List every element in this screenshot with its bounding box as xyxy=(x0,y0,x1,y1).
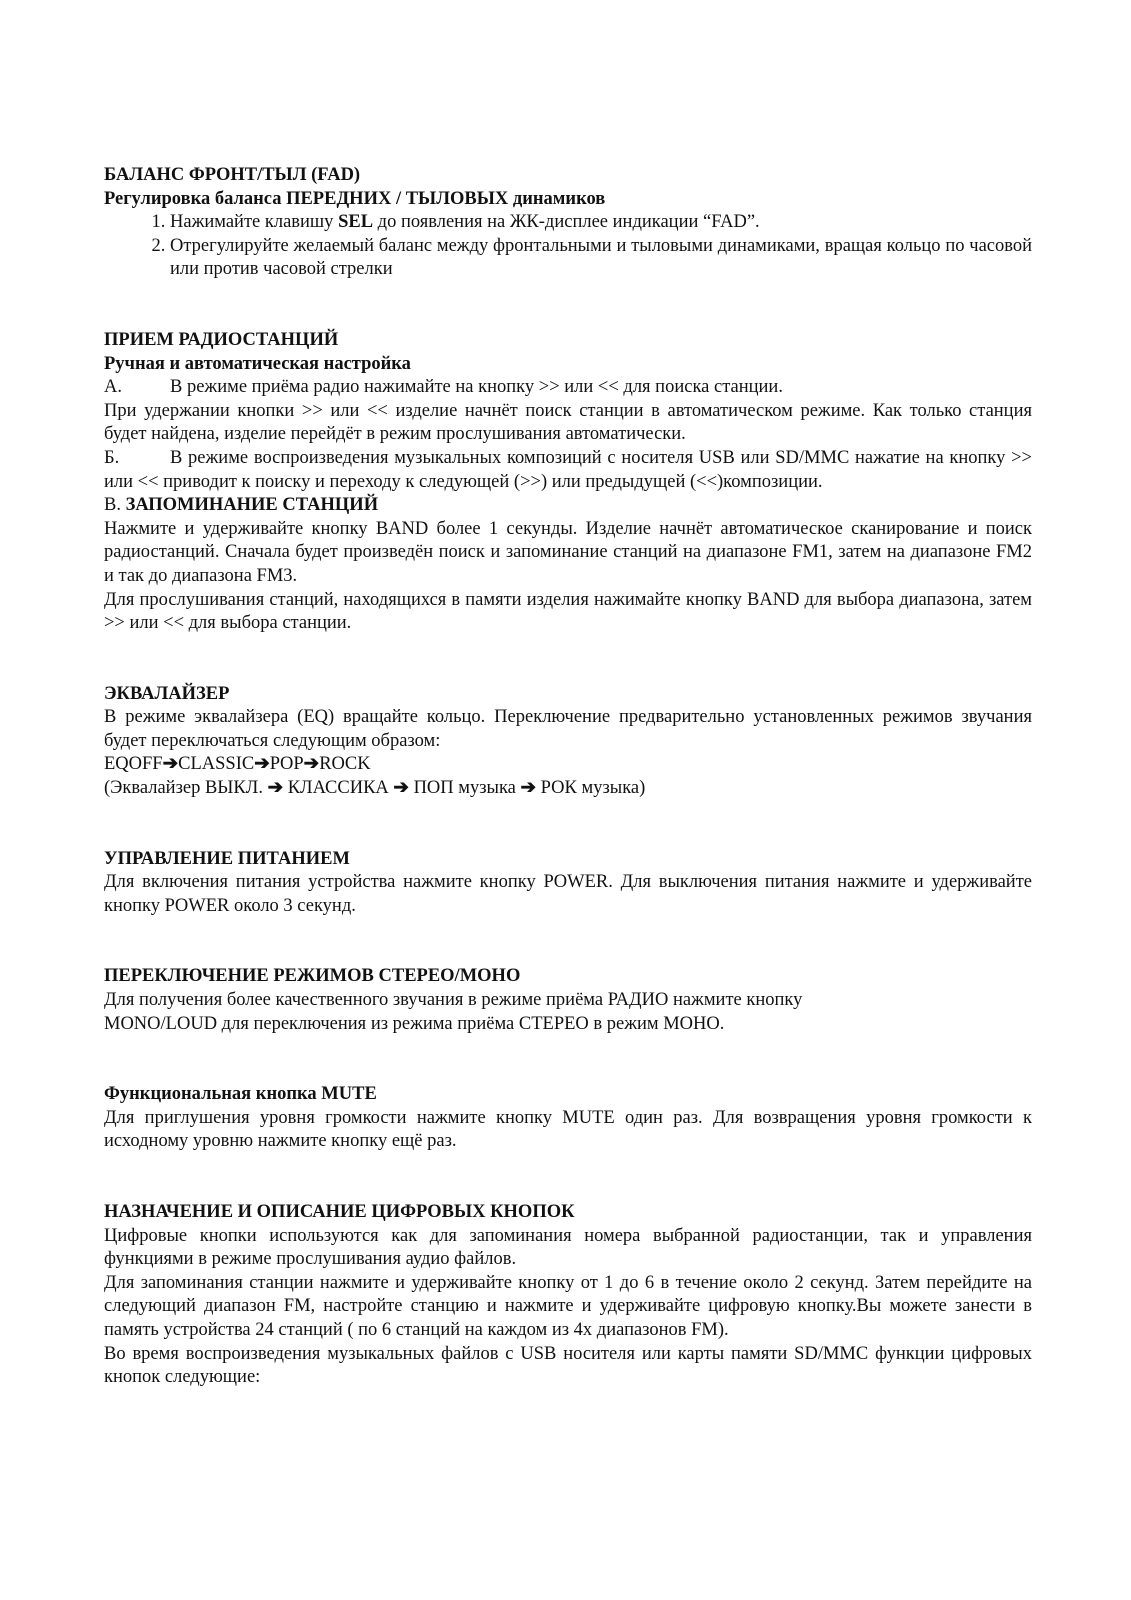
radio-item-b: Б. В режиме воспроизведения музыкальных композиций с носителя USB или SD/MMC нажатие на кнопку >> или << приводит к поиску и переходу к следующей (>>) или предыдущей (<<)композиции. xyxy=(104,447,1032,492)
eq-sequence: EQOFF➔CLASSIC➔POP➔ROCK xyxy=(104,754,371,775)
power-text: Для включения питания устройства нажмите кнопку POWER. Для выключения питания нажмите и удерживайте кнопку POWER около 3 секунд. xyxy=(104,872,1032,916)
arrow-icon: ➔ xyxy=(303,754,320,775)
radio-auto-search: При удержании кнопки >> или << изделие начнёт поиск станции в автоматическом режиме. Как только станция будет найдена, изделие перейдёт в режим прослушивания автоматически. xyxy=(104,400,1032,445)
eq-text: В режиме эквалайзера (EQ) вращайте кольцо. Переключение предварительно установленных режимов звучания будет переключаться следующим образом: xyxy=(104,707,1032,751)
fad-subheading: Регулировка баланса ПЕРЕДНИХ / ТЫЛОВЫХ динамиков xyxy=(104,188,606,209)
fad-heading: БАЛАНС ФРОНТ/ТЫЛ (FAD) xyxy=(104,165,361,185)
digits-p3: Во время воспроизведения музыкальных файлов с USB носителя или карты памяти SD/MMC функции цифровых кнопок следующие: xyxy=(104,1343,1032,1388)
memory-text-2: Для прослушивания станций, находящихся в памяти изделия нажимайте кнопку BAND для выбора диапазона, затем >> или << для выбора станции. xyxy=(104,589,1032,634)
radio-item-a: А. В режиме приёма радио нажимайте на кнопку >> или << для поиска станции. xyxy=(104,377,783,398)
digits-p1: Цифровые кнопки используются как для запоминания номера выбранной радиостанции, так и управления функциями в режиме прослушивания аудио файлов. xyxy=(104,1225,1032,1270)
digits-heading: НАЗНАЧЕНИЕ И ОПИСАНИЕ ЦИФРОВЫХ КНОПОК xyxy=(104,1202,575,1222)
sel-key: SEL xyxy=(338,212,374,233)
mute-heading: Функциональная кнопка MUTE xyxy=(104,1084,377,1105)
stereo-heading: ПЕРЕКЛЮЧЕНИЕ РЕЖИМОВ СТЕРЕО/МОНО xyxy=(104,966,521,987)
arrow-icon: ➔ xyxy=(162,754,179,775)
arrow-icon: ➔ xyxy=(254,754,270,775)
eq-heading: ЭКВАЛАЙЗЕР xyxy=(104,683,230,704)
radio-heading: ПРИЕМ РАДИОСТАНЦИЙ xyxy=(104,329,339,350)
radio-subheading: Ручная и автоматическая настройка xyxy=(104,353,411,374)
fad-step-1: 1. Нажимайте клавишу SEL до появления на ЖК-дисплее индикации “FAD”. xyxy=(170,211,1032,235)
radio-item-c: В. ЗАПОМИНАНИЕ СТАНЦИЙ xyxy=(104,495,379,516)
document-page xyxy=(104,164,1032,1390)
memory-heading: ЗАПОМИНАНИЕ СТАНЦИЙ xyxy=(125,495,379,516)
stereo-line-1: Для получения более качественного звучания в режиме приёма РАДИО нажмите кнопку xyxy=(104,990,803,1011)
arrow-icon: ➔ xyxy=(267,778,284,799)
stereo-line-2: MONO/LOUD для переключения из режима приёма СТЕРЕО в режим МОНО. xyxy=(104,1013,725,1034)
arrow-icon: ➔ xyxy=(520,778,537,799)
arrow-icon: ➔ xyxy=(393,778,409,799)
fad-step-2: 2. Отрегулируйте желаемый баланс между фронтальными и тыловыми динамиками, вращая кольцо по часовой или против часовой стрелки xyxy=(170,235,1032,282)
digits-p2: Для запоминания станции нажмите и удерживайте кнопку от 1 до 6 в течение около 2 секунд. Затем перейдите на следующий диапазон FM, настройте станцию и нажмите и удерживайте цифровую кнопку.Вы можете занести в память устройства 24 станций ( по 6 станций на каждом из 4х диапазонов FM). xyxy=(104,1272,1032,1340)
power-heading: УПРАВЛЕНИЕ ПИТАНИЕМ xyxy=(104,848,350,869)
eq-sequence-ru: (Эквалайзер ВЫКЛ. ➔ КЛАССИКА ➔ ПОП музыка ➔ РОК музыка) xyxy=(104,778,646,799)
memory-text: Нажмите и удерживайте кнопку BAND более 1 секунды. Изделие начнёт автоматическое сканирование и поиск радиостанций. Сначала будет произведён поиск и запоминание станций на диапазоне FM1, затем на диапазоне FM2 и так до диапазона FM3. xyxy=(104,518,1032,586)
fad-steps xyxy=(104,211,1032,282)
mute-text: Для приглушения уровня громкости нажмите кнопку MUTE один раз. Для возвращения уровня громкости к исходному уровню нажмите кнопку ещё раз. xyxy=(104,1107,1032,1152)
